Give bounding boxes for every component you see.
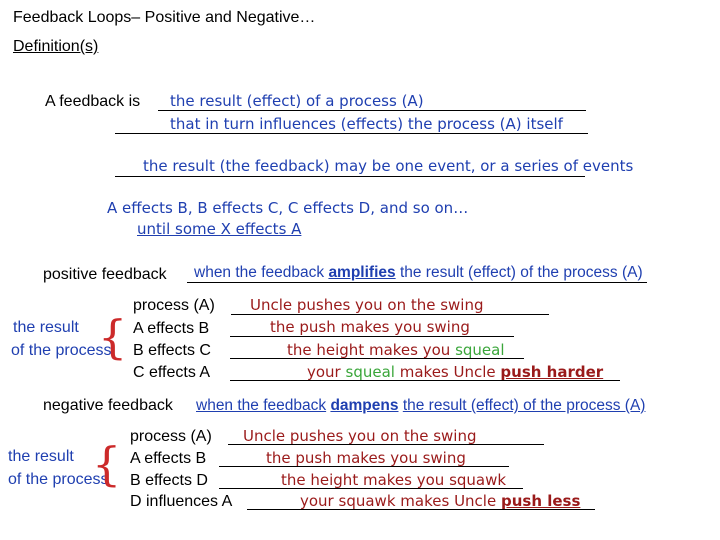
positive-row-2-line [230,336,514,337]
feedback-def-line-3 [115,176,585,177]
positive-row-1-line [231,314,549,315]
negative-row-3-label: B effects D [130,472,208,489]
negative-feedback-label: negative feedback [43,397,173,414]
positive-row-3-label: B effects C [133,342,211,359]
positive-row-2-answer: the push makes you swing [270,318,470,336]
positive-row-4-label: C effects A [133,364,211,381]
page-subtitle: Definition(s) [13,38,99,55]
positive-brace-icon: { [98,310,128,364]
feedback-def-line-1 [158,110,586,111]
feedback-def-line-2 [115,133,588,134]
feedback-def-answer-2: that in turn influences (effects) the process (A) itself [170,115,563,133]
positive-side-label-2: of the process [11,342,112,359]
negative-brace-icon: { [92,437,122,491]
positive-feedback-label: positive feedback [43,266,167,283]
negative-side-label-1: the result [8,448,74,465]
feedback-def-answer-1: the result (effect) of a process (A) [170,92,424,110]
negative-row-3-answer: the height makes you squawk [281,471,507,489]
negative-row-4-label: D influences A [130,493,233,510]
page-title: Feedback Loops– Positive and Negative… [13,9,316,26]
positive-def: when the feedback amplifies the result (effect) of the process (A) [194,264,643,281]
positive-row-1-answer: Uncle pushes you on the swing [250,296,484,314]
negative-row-2-answer: the push makes you swing [266,449,466,467]
positive-row-3-answer: the height makes you squeal [287,341,505,359]
positive-row-4-answer: your squeal makes Uncle push harder [307,363,604,381]
negative-row-1-label: process (A) [130,428,212,445]
feedback-def-label: A feedback is [45,93,141,110]
chain-line-2: until some X effects A [137,220,302,238]
positive-row-2-label: A effects B [133,320,210,337]
positive-side-label-1: the result [13,319,79,336]
negative-def: when the feedback dampens the result (effect) of the process (A) [196,397,646,414]
negative-row-4-answer: your squawk makes Uncle push less [300,492,581,510]
feedback-def-answer-3: the result (the feedback) may be one event, or a series of events [143,157,634,175]
negative-row-1-answer: Uncle pushes you on the swing [243,427,477,445]
positive-row-1-label: process (A) [133,297,215,314]
negative-side-label-2: of the process [8,471,109,488]
positive-def-line [187,282,647,283]
chain-line-1: A effects B, B effects C, C effects D, and so on… [107,199,469,217]
negative-row-2-label: A effects B [130,450,207,467]
